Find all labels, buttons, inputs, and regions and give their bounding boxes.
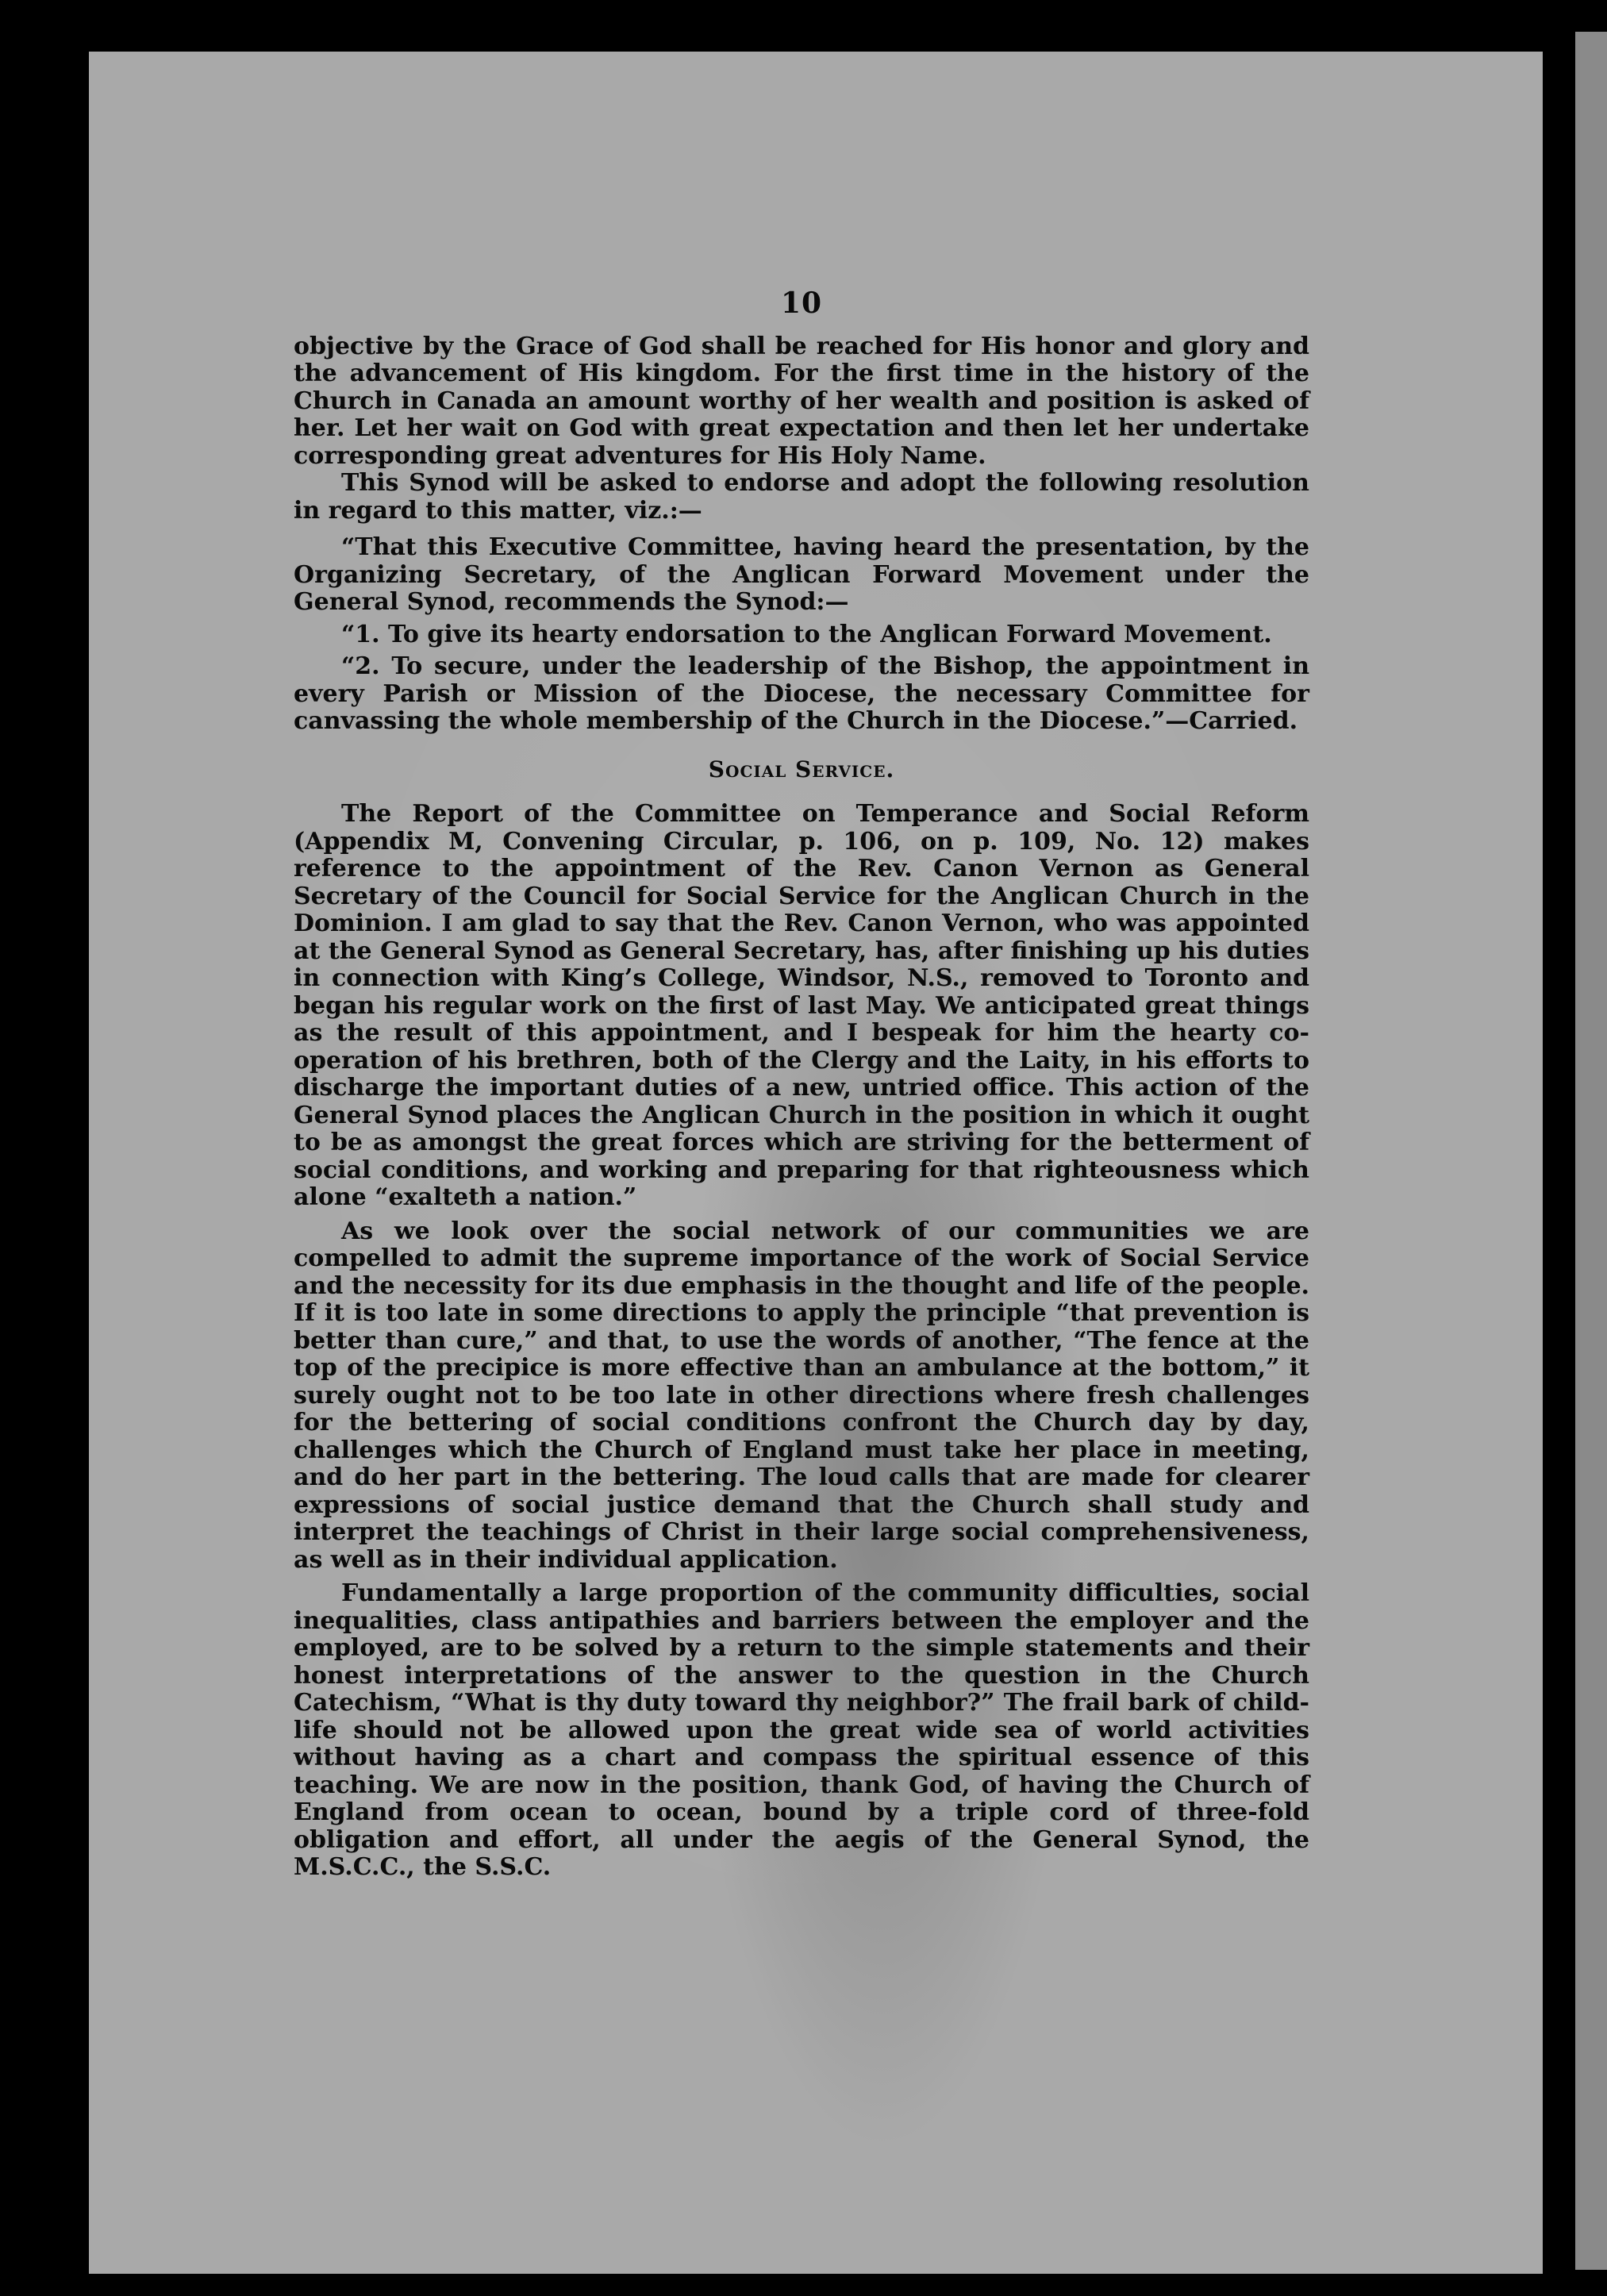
resolution-intro: “That this Executive Committee, having heard the presentation, by the Organizing Secretary, of the Anglican Forward Movement under the General Synod, recommends the Synod:— xyxy=(294,533,1309,616)
paragraph-continuation: objective by the Grace of God shall be reached for His honor and glory and the advancement of His kingdom. For the first time in the history of the Church in Canada an amount worthy of her wealth and position is asked of her. Let her wait on God with great expectation and then let her undertake corresponding great adventures for His Holy Name. xyxy=(294,332,1309,470)
paragraph-social-3: Fundamentally a large proportion of the community difficulties, social inequalities, class antipathies and barriers between the employer and the employed, are to be solved by a return to the simple statements and their honest interpretations of the answer to the question in the Church Catechism, “What is thy duty toward thy neighbor?” The frail bark of child-life should not be allowed upon the great wide sea of world activities without having as a chart and compass the spiritual essence of this teaching. We are now in the position, thank God, of having the Church of England from ocean to ocean, bound by a triple cord of three-fold obligation and effort, all under the aegis of the General Synod, the M.S.C.C., the S.S.C. xyxy=(294,1579,1309,1881)
paragraph-synod-resolution-intro: This Synod will be asked to endorse and adopt the following resolution in regard to this matter, viz.:— xyxy=(294,469,1309,525)
page-number: 10 xyxy=(780,287,823,320)
resolution-item-1: “1. To give its hearty endorsation to the Anglican Forward Movement. xyxy=(341,620,1272,648)
section-heading-social-service: Social Service. xyxy=(708,756,895,783)
page-text xyxy=(294,287,1309,1882)
adjacent-page-edge xyxy=(1575,32,1607,2270)
resolution-item-2: “2. To secure, under the leadership of the Bishop, the appointment in every Parish or Mission of the Diocese, the necessary Committee for canvassing the whole membership of the Church in the Diocese.”—Carried. xyxy=(294,652,1309,735)
paragraph-social-1: The Report of the Committee on Temperance and Social Reform (Appendix M, Convening Circular, p. 106, on p. 109, No. 12) makes reference to the appointment of the Rev. Canon Vernon as General Secretary of the Council for Social Service for the Anglican Church in the Dominion. I am glad to say that the Rev. Canon Vernon, who was appointed at the General Synod as General Secretary, has, after finishing up his duties in connection with King’s College, Windsor, N.S., removed to Toronto and began his regular work on the first of last May. We anticipated great things as the result of this appointment, and I bespeak for him the hearty co-operation of his brethren, both of the Clergy and the Laity, in his efforts to discharge the important duties of a new, untried office. This action of the General Synod places the Anglican Church in the position in which it ought to be as amongst the great forces which are striving for the betterment of social conditions, and working and preparing for that righteousness which alone “exalteth a nation.” xyxy=(294,800,1309,1211)
paragraph-social-2: As we look over the social network of our communities we are compelled to admit the supreme importance of the work of Social Service and the necessity for its due emphasis in the thought and life of the people. If it is too late in some directions to apply the principle “that prevention is better than cure,” and that, to use the words of another, “The fence at the top of the precipice is more effective than an ambulance at the bottom,” it surely ought not to be too late in other directions where fresh challenges for the bettering of social conditions confront the Church day by day, challenges which the Church of England must take her place in meeting, and do her part in the bettering. The loud calls that are made for clearer expressions of social justice demand that the Church shall study and interpret the teachings of Christ in their large social comprehensiveness, as well as in their individual application. xyxy=(294,1217,1309,1574)
